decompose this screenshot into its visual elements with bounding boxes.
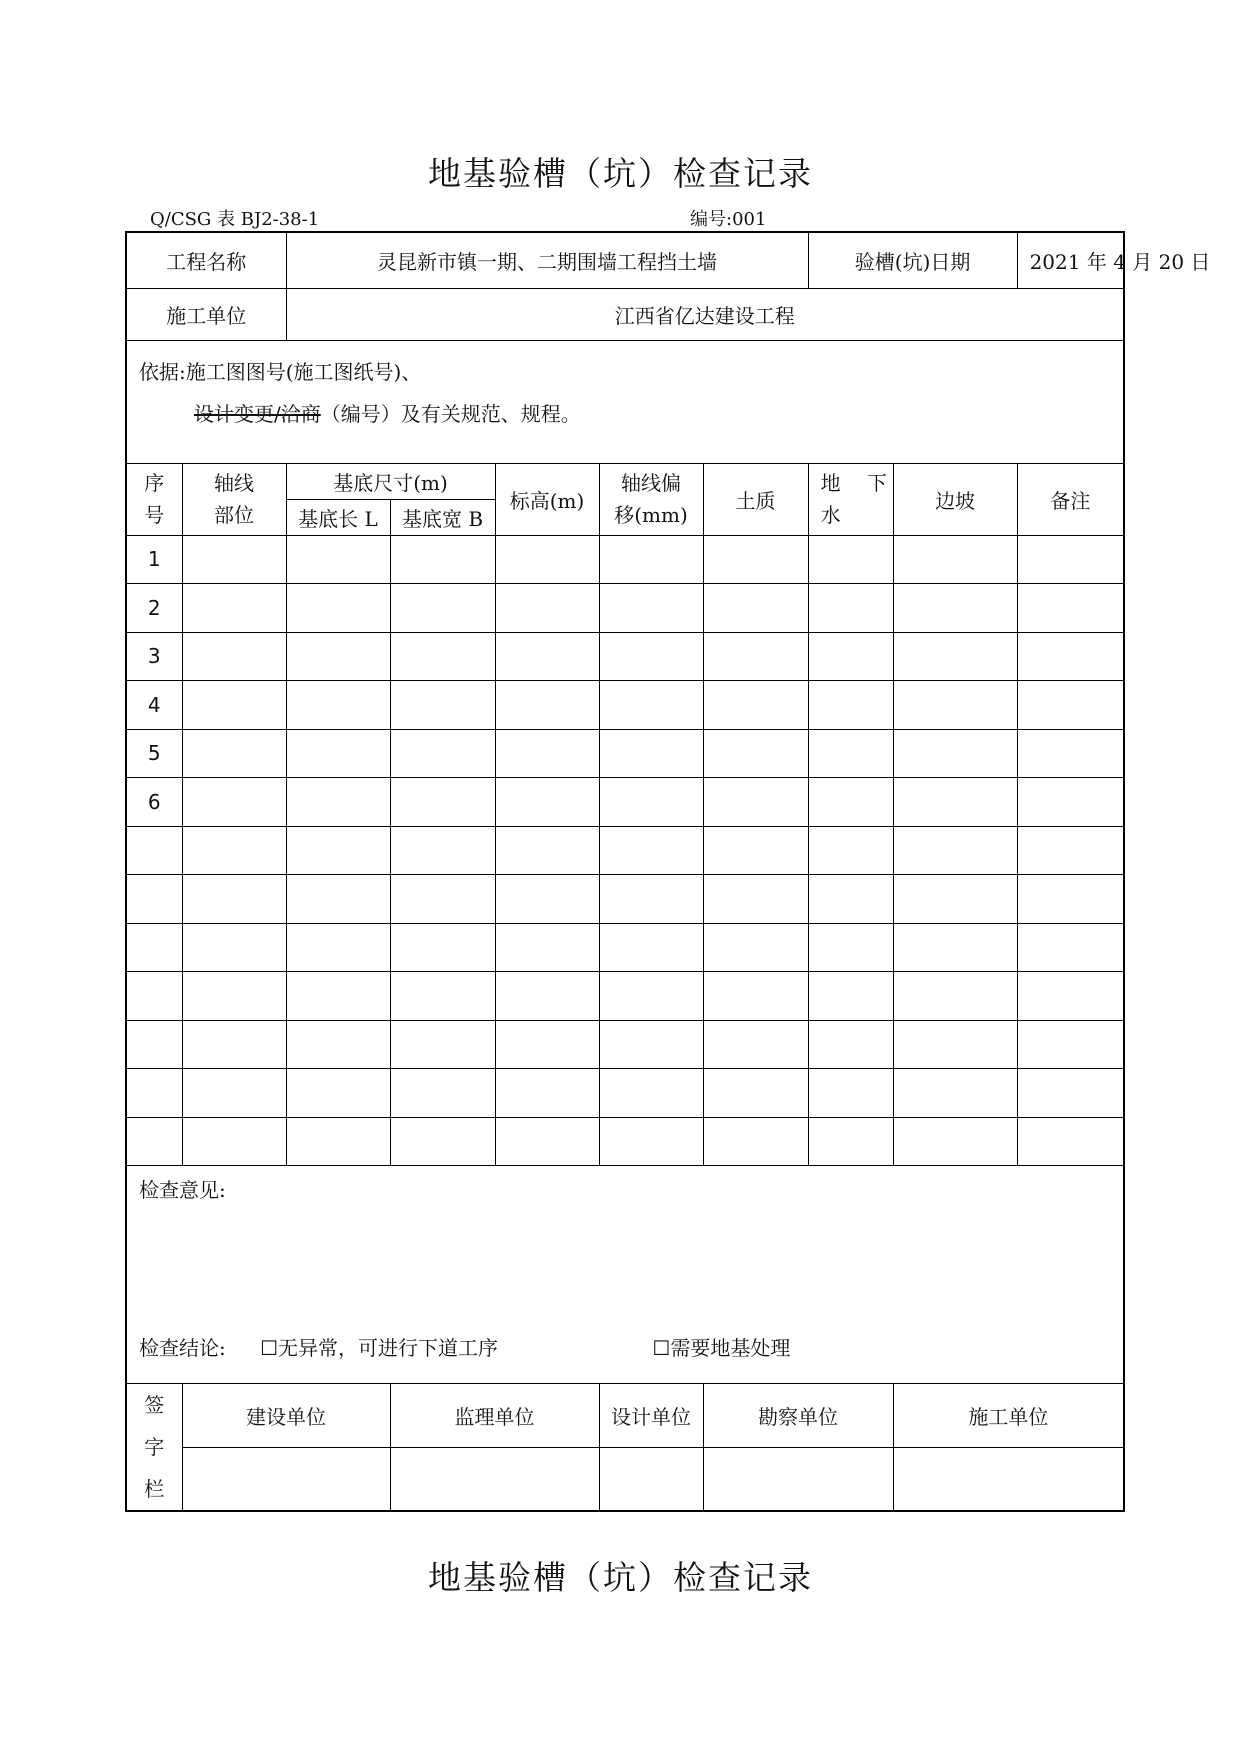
table-row [126, 875, 1124, 924]
cell-remark[interactable] [1017, 535, 1124, 584]
signature-column-label [126, 1384, 182, 1512]
cell-axis-location[interactable] [182, 681, 286, 730]
header-base-width: 基底宽 B [390, 499, 495, 535]
basis-row [126, 340, 1124, 463]
cell-axis-offset[interactable] [599, 729, 703, 778]
contractor-row [126, 288, 1124, 340]
cell-axis-location[interactable] [182, 1020, 286, 1069]
cell-base-length[interactable] [286, 535, 390, 584]
cell-soil[interactable] [703, 632, 808, 681]
table-row [126, 1117, 1124, 1166]
table-row [126, 584, 1124, 633]
inspection-date-value[interactable]: 2021 年 4 月 20 日 [1017, 232, 1124, 288]
header-seq-2: 号 [144, 503, 165, 527]
cell-elevation[interactable] [495, 1069, 599, 1118]
opinion-area[interactable] [126, 1166, 1124, 1384]
signature-header-row [126, 1384, 1124, 1448]
cell-base-length[interactable] [286, 632, 390, 681]
option-needs-treatment-checkbox[interactable]: ☐需要地基处理 [652, 1336, 791, 1360]
cell-slope[interactable] [893, 632, 1017, 681]
basis-rest-text: （编号）及有关规范、规程。 [320, 401, 581, 426]
table-row [126, 1020, 1124, 1069]
cell-axis-location[interactable] [182, 923, 286, 972]
inspection-date-label: 验槽(坑)日期 [808, 232, 1017, 288]
table-row [126, 681, 1124, 730]
cell-slope[interactable] [893, 729, 1017, 778]
cell-remark[interactable] [1017, 632, 1124, 681]
cell-base-length[interactable] [286, 972, 390, 1021]
cell-base-length[interactable] [286, 584, 390, 633]
cell-axis-offset[interactable] [599, 1069, 703, 1118]
cell-elevation[interactable] [495, 584, 599, 633]
cell-remark[interactable] [1017, 1069, 1124, 1118]
table-row [126, 535, 1124, 584]
cell-soil[interactable] [703, 1020, 808, 1069]
cell-soil[interactable] [703, 584, 808, 633]
cell-slope[interactable] [893, 972, 1017, 1021]
cell-soil[interactable] [703, 729, 808, 778]
cell-base-width[interactable] [390, 729, 495, 778]
cell-remark[interactable] [1017, 681, 1124, 730]
cell-seq: 3 [126, 632, 182, 681]
sig-char-3: 栏 [144, 1477, 165, 1501]
cell-slope[interactable] [893, 875, 1017, 924]
header-axis [182, 463, 286, 535]
sig-contractor-field[interactable] [893, 1447, 1124, 1511]
cell-remark[interactable] [1017, 1117, 1124, 1166]
sig-char-1: 签 [144, 1393, 165, 1417]
cell-base-width[interactable] [390, 535, 495, 584]
cell-soil[interactable] [703, 1117, 808, 1166]
project-name-row [126, 232, 1124, 288]
sig-char-2: 字 [144, 1435, 165, 1459]
cell-elevation[interactable] [495, 729, 599, 778]
cell-elevation[interactable] [495, 778, 599, 827]
cell-slope[interactable] [893, 584, 1017, 633]
header-base-length: 基底长 L [286, 499, 390, 535]
cell-seq: 4 [126, 681, 182, 730]
document-number: 编号:001 [690, 209, 767, 230]
sig-surveyor-label: 勘察单位 [703, 1384, 893, 1448]
opinion-label: 检查意见: [139, 1178, 226, 1202]
sig-designer-field[interactable] [599, 1447, 703, 1511]
cell-axis-offset[interactable] [599, 681, 703, 730]
header-axis-2: 部位 [214, 503, 254, 527]
cell-elevation[interactable] [495, 875, 599, 924]
table-header-row-1 [126, 463, 1124, 499]
project-name-label: 工程名称 [126, 232, 286, 288]
sig-contractor-label: 施工单位 [893, 1384, 1124, 1448]
basis-struck-text: 设计变更/洽商 [194, 401, 321, 426]
cell-remark[interactable] [1017, 1020, 1124, 1069]
cell-slope[interactable] [893, 1069, 1017, 1118]
sig-supervisor-label: 监理单位 [390, 1384, 599, 1448]
table-row [126, 923, 1124, 972]
header-offset-2: 移(mm) [614, 503, 688, 527]
sig-owner-label: 建设单位 [182, 1384, 390, 1448]
cell-remark[interactable] [1017, 729, 1124, 778]
cell-soil[interactable] [703, 826, 808, 875]
header-soil: 土质 [703, 463, 808, 535]
cell-seq [126, 923, 182, 972]
cell-slope[interactable] [893, 681, 1017, 730]
cell-base-width[interactable] [390, 972, 495, 1021]
inspection-form [125, 231, 1211, 1512]
cell-soil[interactable] [703, 778, 808, 827]
cell-axis-offset[interactable] [599, 826, 703, 875]
cell-remark[interactable] [1017, 875, 1124, 924]
cell-groundwater[interactable] [808, 1020, 893, 1069]
cell-axis-offset[interactable] [599, 632, 703, 681]
cell-seq: 5 [126, 729, 182, 778]
cell-base-width[interactable] [390, 923, 495, 972]
cell-slope[interactable] [893, 1117, 1017, 1166]
cell-axis-offset[interactable] [599, 584, 703, 633]
table-row [126, 729, 1124, 778]
cell-soil[interactable] [703, 681, 808, 730]
cell-soil[interactable] [703, 875, 808, 924]
cell-elevation[interactable] [495, 923, 599, 972]
cell-remark[interactable] [1017, 826, 1124, 875]
header-seq [126, 463, 182, 535]
cell-axis-location[interactable] [182, 584, 286, 633]
data-rows [126, 535, 1124, 1166]
cell-elevation[interactable] [495, 681, 599, 730]
cell-base-length[interactable] [286, 1069, 390, 1118]
cell-groundwater[interactable] [808, 1117, 893, 1166]
cell-slope[interactable] [893, 535, 1017, 584]
cell-groundwater[interactable] [808, 826, 893, 875]
cell-base-length[interactable] [286, 729, 390, 778]
header-axis-1: 轴线 [214, 471, 254, 495]
repeated-page-title: 地基验槽（坑）检查记录 [428, 1558, 813, 1597]
cell-groundwater[interactable] [808, 923, 893, 972]
header-base-size: 基底尺寸(m) [286, 463, 495, 499]
cell-elevation[interactable] [495, 535, 599, 584]
cell-groundwater[interactable] [808, 584, 893, 633]
cell-seq [126, 972, 182, 1021]
cell-slope[interactable] [893, 1020, 1017, 1069]
cell-axis-location[interactable] [182, 778, 286, 827]
header-offset-1: 轴线偏 [621, 471, 681, 495]
sig-designer-label: 设计单位 [599, 1384, 703, 1448]
cell-base-width[interactable] [390, 1069, 495, 1118]
cell-base-width[interactable] [390, 632, 495, 681]
contractor-label: 施工单位 [126, 288, 286, 340]
cell-soil[interactable] [703, 535, 808, 584]
cell-soil[interactable] [703, 923, 808, 972]
cell-elevation[interactable] [495, 972, 599, 1021]
cell-axis-offset[interactable] [599, 1117, 703, 1166]
cell-axis-offset[interactable] [599, 875, 703, 924]
cell-axis-offset[interactable] [599, 923, 703, 972]
cell-base-length[interactable] [286, 1117, 390, 1166]
cell-axis-location[interactable] [182, 1069, 286, 1118]
header-water-2: 水 [820, 503, 841, 527]
header-remark: 备注 [1017, 463, 1124, 535]
cell-axis-offset[interactable] [599, 535, 703, 584]
cell-base-length[interactable] [286, 681, 390, 730]
cell-axis-location[interactable] [182, 632, 286, 681]
cell-base-width[interactable] [390, 681, 495, 730]
cell-groundwater[interactable] [808, 1069, 893, 1118]
conclusion-line [139, 1332, 790, 1361]
cell-soil[interactable] [703, 1069, 808, 1118]
table-row [126, 1069, 1124, 1118]
header-slope: 边坡 [893, 463, 1017, 535]
cell-base-width[interactable] [390, 778, 495, 827]
opinion-row [126, 1166, 1124, 1384]
cell-base-length[interactable] [286, 923, 390, 972]
cell-remark[interactable] [1017, 923, 1124, 972]
cell-groundwater[interactable] [808, 778, 893, 827]
cell-slope[interactable] [893, 826, 1017, 875]
form-code: Q/CSG 表 BJ2-38-1 [150, 209, 320, 230]
table-row [126, 778, 1124, 827]
cell-groundwater[interactable] [808, 681, 893, 730]
cell-axis-offset[interactable] [599, 778, 703, 827]
header-elevation: 标高(m) [495, 463, 599, 535]
cell-seq [126, 1069, 182, 1118]
table-row [126, 972, 1124, 1021]
cell-elevation[interactable] [495, 1020, 599, 1069]
header-water-1: 地 下 [820, 471, 887, 495]
cell-seq [126, 826, 182, 875]
cell-axis-location[interactable] [182, 826, 286, 875]
cell-groundwater[interactable] [808, 972, 893, 1021]
cell-base-width[interactable] [390, 1020, 495, 1069]
cell-elevation[interactable] [495, 826, 599, 875]
cell-axis-location[interactable] [182, 972, 286, 1021]
header-axis-offset [599, 463, 703, 535]
basis-line-1: 依据:施工图图号(施工图纸号)、 [139, 359, 422, 384]
cell-groundwater[interactable] [808, 632, 893, 681]
basis-line-2 [139, 393, 1111, 435]
table-row [126, 826, 1124, 875]
cell-base-width[interactable] [390, 826, 495, 875]
cell-base-length[interactable] [286, 1020, 390, 1069]
cell-axis-location[interactable] [182, 729, 286, 778]
header-seq-1: 序 [144, 471, 165, 495]
sig-supervisor-field[interactable] [390, 1447, 599, 1511]
cell-seq: 1 [126, 535, 182, 584]
cell-base-width[interactable] [390, 875, 495, 924]
cell-base-width[interactable] [390, 1117, 495, 1166]
basis-text [126, 340, 1124, 463]
cell-slope[interactable] [893, 923, 1017, 972]
cell-seq [126, 1020, 182, 1069]
cell-seq: 6 [126, 778, 182, 827]
cell-base-length[interactable] [286, 875, 390, 924]
cell-groundwater[interactable] [808, 875, 893, 924]
cell-axis-offset[interactable] [599, 1020, 703, 1069]
project-name-value[interactable]: 灵昆新市镇一期、二期围墙工程挡土墙 [286, 232, 808, 288]
cell-seq [126, 1117, 182, 1166]
cell-axis-location[interactable] [182, 535, 286, 584]
contractor-value[interactable]: 江西省亿达建设工程 [286, 288, 1124, 340]
cell-axis-location[interactable] [182, 1117, 286, 1166]
option-no-abnormality-checkbox[interactable]: ☐无异常，可进行下道工序 [260, 1336, 499, 1360]
signature-row [126, 1447, 1124, 1511]
sig-surveyor-field[interactable] [703, 1447, 893, 1511]
cell-base-length[interactable] [286, 778, 390, 827]
cell-base-width[interactable] [390, 584, 495, 633]
header-groundwater [808, 463, 893, 535]
cell-base-length[interactable] [286, 826, 390, 875]
cell-remark[interactable] [1017, 584, 1124, 633]
cell-axis-offset[interactable] [599, 972, 703, 1021]
cell-groundwater[interactable] [808, 535, 893, 584]
cell-elevation[interactable] [495, 1117, 599, 1166]
cell-axis-location[interactable] [182, 875, 286, 924]
cell-remark[interactable] [1017, 778, 1124, 827]
conclusion-label: 检查结论: [139, 1336, 226, 1360]
cell-seq [126, 875, 182, 924]
cell-elevation[interactable] [495, 632, 599, 681]
cell-soil[interactable] [703, 972, 808, 1021]
table-row [126, 632, 1124, 681]
sig-owner-field[interactable] [182, 1447, 390, 1511]
cell-remark[interactable] [1017, 972, 1124, 1021]
cell-groundwater[interactable] [808, 729, 893, 778]
cell-slope[interactable] [893, 778, 1017, 827]
cell-seq: 2 [126, 584, 182, 633]
page-title: 地基验槽（坑）检查记录 [428, 154, 813, 193]
